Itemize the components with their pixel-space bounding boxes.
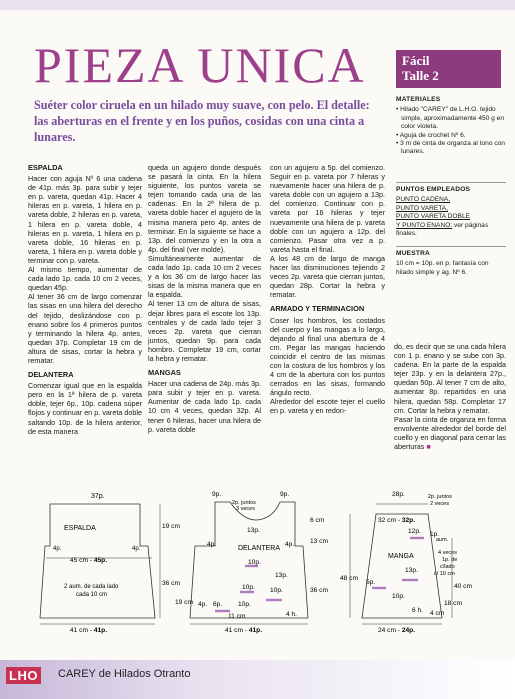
del-neck-dec: 2p. juntos	[232, 500, 256, 506]
del-sisa-bottom: 4p.	[198, 601, 208, 608]
manga-inc: 4 veces	[438, 550, 457, 556]
manga-rows: 6 h.	[412, 607, 423, 614]
del-sisa-left: 4p.	[207, 541, 217, 548]
pattern-diagrams	[10, 488, 510, 638]
gauge-heading: MUESTRA	[396, 250, 431, 257]
paragraph: Hacer una cadena de 24p. más 3p. para subir y tejer en p. vareta. Aumentar de cada lado 1p. cada 10 cm 4 veces, quedan 32p. Al tener 6 hileras, hacer una hilera de p. vareta doble	[148, 379, 261, 434]
paragraph: Comenzar igual que en la espalda pero en la 1ª hilera de p. vareta doble, tejer 6p., 10p. cadena súper flojos y continuar en p. vareta doble saltando 10p. de la hilera anterior, de esta manera	[28, 381, 142, 436]
stitch-item: PUNTO CADENA,	[396, 196, 451, 204]
espalda-bottom-p: 41p.	[93, 627, 108, 634]
espalda-bottom-cm: 41 cm -	[70, 627, 94, 634]
level-badge	[396, 50, 501, 88]
espalda-body-height: 36 cm	[162, 580, 180, 587]
column-3	[270, 163, 385, 416]
manga-inc: c/ 10 cm	[434, 571, 455, 577]
paragraph: do, es decir que se una cada hilera con 1 p. enano y se sube con 3p. cadena. En la parte de la espalda tejer 23p. y en la delantera 27p., quedan 50p. Al tener 7 cm de alto, aumentar 8p. repartidos en una hilera, quedan 58p. Completar 17 cm. Cortar la hebra y rematar.	[394, 342, 506, 415]
stitch-note: ver páginas finales.	[396, 221, 489, 238]
manga-top: 28p.	[392, 491, 405, 498]
espalda-increase-note: cada 10 cm	[76, 592, 108, 598]
size-label: Talle 2	[402, 68, 439, 83]
espalda-diagram	[40, 493, 180, 634]
materials-section	[396, 96, 506, 157]
espalda-increase-note: 2 aum. de cada lado	[64, 584, 119, 590]
manga-hole-offset: 5p.	[366, 579, 376, 586]
stitches-section	[396, 186, 506, 238]
material-item: • Aguja de crochet Nº 6.	[396, 131, 466, 139]
paragraph: Al tener 36 cm de largo comenzar las sisas en una hilera del derecho del tejido, deslizándose con p. enano sobre los 4 primeros puntos y terminando la hilera 4p. antes, quedan 37p. Completar 19 cm de altura de sisas, cortar la hebra y rematar.	[28, 292, 142, 365]
del-shoulder-right: 9p.	[280, 491, 290, 498]
paragraph: A los 48 cm de largo de manga hacer las disminuciones tejiendo 2 veces 2p. vareta que cierran juntos, quedan 28p. Cortar la hebra y rematar.	[270, 253, 385, 300]
manga-inc: 1p. de	[442, 557, 458, 563]
divider	[396, 182, 506, 183]
stitches-heading: PUNTOS EMPLEADOS	[396, 186, 471, 193]
materials-heading: MATERIALES	[396, 96, 441, 103]
manga-bottom-cm: 24 cm -	[378, 627, 402, 634]
espalda-bottom	[70, 627, 107, 634]
manga-bottom-p: 24p.	[401, 627, 416, 634]
column-2	[148, 163, 261, 434]
del-neck-width: 13p.	[247, 527, 260, 534]
manga-width-p: 32p.	[401, 517, 416, 524]
del-hole-offset: 6p.	[213, 601, 223, 608]
end-mark-icon: ■	[426, 442, 431, 452]
manga-inc: 1p.	[430, 531, 440, 538]
del-rows: 4 h.	[286, 611, 297, 618]
espalda-width-cm: 45 cm -	[70, 557, 94, 564]
section-heading: DELANTERA	[28, 370, 74, 380]
espalda-top-label: 37p.	[91, 493, 105, 500]
del-hole-label: 10p.	[270, 587, 283, 594]
del-armhole-lower: 13 cm	[310, 538, 328, 545]
paragraph: Coser los hombros, los costados del cuerpo y las mangas a lo largo, dejando al final una abertura de 4 cm. Pegar las mangas haciendo coincidir el centro de las mismas con la costura de los hombros y los 4 cm de la abertura con los puntos cerrados en las sisas, formando ángulo recto.	[270, 315, 385, 398]
del-hole-label: 10p.	[248, 559, 261, 566]
stitch-item: PUNTO VARETA DOBLE	[396, 213, 471, 221]
del-bottom-p: 41p.	[248, 627, 263, 634]
del-sisa-right: 4p.	[285, 541, 295, 548]
manga-bottom	[378, 627, 415, 634]
column-4	[394, 342, 506, 451]
subtitle: Suéter color ciruela en un hilado muy suave, con pelo. El detalle: las aberturas en el frente y en los puños, cosidas con una cinta a lunares.	[34, 98, 370, 144]
del-shoulder-left: 9p.	[212, 491, 222, 498]
stitch-item: Y PUNTO ENANO:	[396, 221, 453, 229]
manga-inc: aum.	[436, 537, 449, 543]
section-heading: MANGAS	[148, 368, 181, 378]
manga-diagram	[340, 491, 472, 634]
paragraph: Al mismo tiempo, aumentar de cada lado 1p. cada 10 cm 2 veces, quedan 45p.	[28, 265, 142, 293]
top-strip	[0, 0, 515, 10]
column-1	[28, 163, 142, 436]
manga-opening: 4 cm	[430, 610, 445, 617]
del-neck-dec: 3 veces	[236, 506, 255, 512]
espalda-width-p: 45p.	[93, 557, 108, 564]
del-hole-label: 10p.	[238, 601, 251, 608]
paragraph	[394, 415, 506, 451]
paragraph: queda un agujero donde después se pasará la cinta. En la hilera siguiente, los puntos vareta se tejen tomando cada una de las cadenas. En la 2ª hilera de p. vareta doble hacer el agujero de la misma manera pero 4p. antes de terminar. En la siguiente se hace a 13p. del comienzo y en la otra a 4p. del final (ver molde).	[148, 163, 261, 254]
manga-dec: 2p. juntos	[428, 494, 452, 500]
paragraph: Hacer con aguja Nº 6 una cadena de 41p. más 3p. para subir y tejer en p. vareta, quedan 41p. Hacer 4 hileras en p. vareta, 1 hilera en p. vareta doble, 2 hileras en p. vareta, 1 hilera en p. vareta doble, 4 hileras en p. vareta, 1 hilera en p. vareta doble, 16 hileras en p. vareta, 1 hilera en p. vareta doble y terminar con p. vareta.	[28, 174, 142, 265]
material-item: • 3 m de cinta de organza al tono con lunares.	[396, 140, 505, 156]
manga-label: MANGA	[388, 553, 414, 560]
difficulty-label: Fácil	[402, 53, 430, 68]
publisher-logo: LHO	[6, 667, 41, 684]
paragraph: Alrededor del escote tejer el cuello en p. vareta y en redon-	[270, 397, 385, 416]
footer-brand: CAREY de Hilados Otranto	[58, 668, 191, 680]
paragraph: Simultáneamente aumentar de cada lado 1p. cada 10 cm 2 veces y a los 36 cm de largo hacer las sisas de la misma manera que en la espalda.	[148, 253, 261, 300]
manga-hole-offset: 13p.	[405, 567, 418, 574]
del-bottom	[225, 627, 262, 634]
manga-length-lower: 40 cm	[454, 583, 472, 590]
gauge-text: 10 cm = 10p. en p. fantasía con hilado simple y ag. Nº 6.	[396, 260, 489, 276]
delantera-label: DELANTERA	[238, 545, 281, 552]
manga-length: 48 cm	[340, 575, 358, 582]
material-item: • Hilado "CAREY" de L.H.O. tejido simple, aproximadamente 450 g en color violeta.	[396, 106, 504, 131]
section-heading: ARMADO Y TERMINACION	[270, 304, 365, 314]
manga-length-cuff: 18 cm	[444, 600, 462, 607]
manga-inc: c/lado	[440, 564, 455, 570]
del-bottom-cm: 41 cm -	[225, 627, 249, 634]
page-title: PIEZA UNICA	[34, 37, 366, 93]
del-neck-depth: 6 cm	[310, 517, 325, 524]
gauge-section	[396, 250, 506, 277]
espalda-armhole-height: 19 cm	[162, 523, 180, 530]
espalda-sisa-label: 4p.	[132, 546, 141, 552]
manga-outline	[362, 514, 442, 618]
paragraph-text: Pasar la cinta de organza en forma envolvente alrededor del borde del cuello y en diagonal para cerrar las aberturas	[394, 414, 506, 452]
del-body-height: 36 cm	[310, 587, 328, 594]
divider	[396, 246, 506, 247]
stitch-item: PUNTO VARETA,	[396, 204, 449, 212]
manga-hole-offset: 12p.	[408, 528, 421, 535]
section-heading: ESPALDA	[28, 163, 63, 172]
del-armhole-height: 19 cm	[175, 599, 193, 606]
paragraph: con un agujero a 5p. del comienzo. Seguir en p. vareta por 7 hileras y nuevamente hacer una hilera de p. vareta doble con un agujero a 13p. del comienzo. Continuar con p. vareta por 16 hileras y tejer nuevamente una hilera de p. vareta doble con un agujero a 12p. del comienzo. Pasar otra vez a p. vareta hasta el final.	[270, 163, 385, 254]
manga-width	[378, 517, 415, 524]
del-ribbon-width: 11 cm	[228, 613, 246, 620]
espalda-sisa-label: 4p.	[53, 546, 62, 552]
manga-dec: 2 veces	[430, 501, 449, 507]
manga-hole-label: 10p.	[392, 593, 405, 600]
del-hole-offset: 13p.	[275, 572, 288, 579]
espalda-label: ESPALDA	[64, 525, 96, 532]
delantera-diagram	[175, 491, 328, 634]
paragraph: Al tener 13 cm de altura de sisas, dejar libres para el escote los 13p. centrales y de cada lado tejer 3 veces 2p. vareta que cierran juntos, quedan 9p. para cada hombro. Completar 19 cm, cortar la hebra y rematar.	[148, 299, 261, 363]
del-hole-label: 10p.	[242, 584, 255, 591]
manga-width-cm: 32 cm -	[378, 517, 402, 524]
